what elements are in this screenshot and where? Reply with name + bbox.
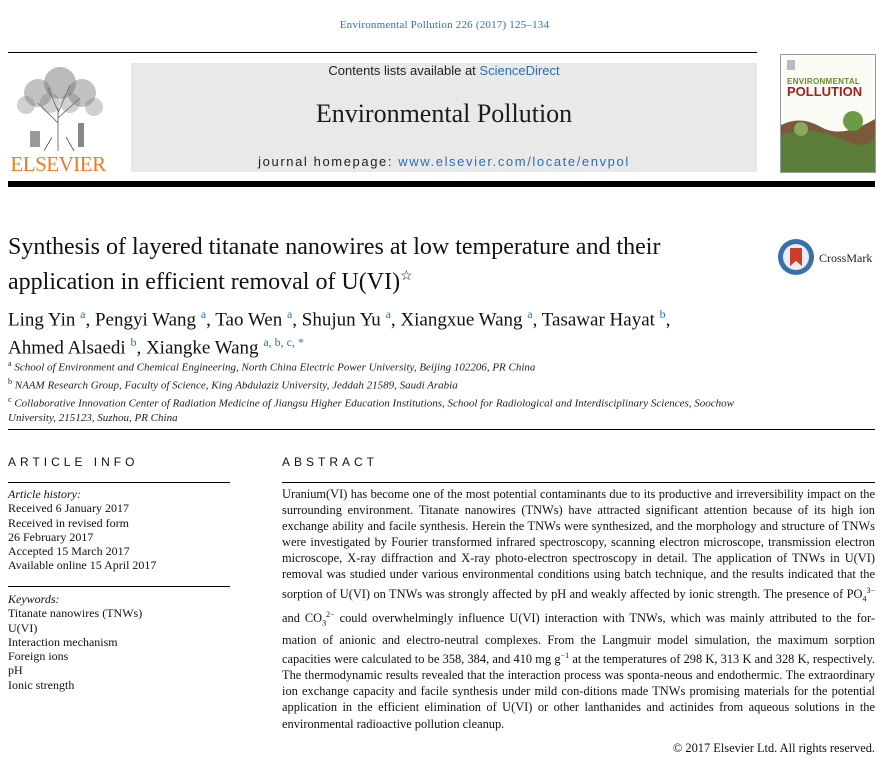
- sciencedirect-link[interactable]: ScienceDirect: [479, 63, 560, 78]
- author-name[interactable]: Xiangxue Wang: [400, 309, 523, 331]
- keyword-item[interactable]: Interaction mechanism: [8, 634, 118, 649]
- affiliation-mark: a: [8, 359, 12, 368]
- author-affil-mark[interactable]: b: [130, 335, 137, 350]
- history-item: Received in revised form: [8, 515, 129, 530]
- article-title: [8, 232, 768, 297]
- abstract-part: could overwhelmingly influence U(VI) interaction with TNWs, which was mainly attributed to the for-mation of anionic and electro-neutral complexes. From the Langmuir model simulation, the maximum sorption capacities were calculated to be 358, 384, and 410 mg g: [282, 611, 875, 667]
- carbonate-charge: 2−: [326, 610, 335, 620]
- unit-exponent: −1: [560, 651, 570, 661]
- contents-prefix: Contents lists available at: [328, 63, 480, 78]
- crossmark-badge[interactable]: [777, 237, 877, 277]
- keyword-item[interactable]: Foreign ions: [8, 649, 69, 664]
- contents-availability: [131, 63, 757, 78]
- keyword-item[interactable]: Ionic strength: [8, 677, 75, 692]
- keyword-item[interactable]: pH: [8, 663, 23, 678]
- phosphate-subscript: 4: [862, 594, 867, 604]
- article-info-heading: ARTICLE INFO: [8, 455, 139, 469]
- affiliation-text: NAAM Research Group, Faculty of Science, King Abdulaziz University, Jeddah 21589, Saudi Arabia: [14, 379, 458, 392]
- abstract-part: and CO: [282, 611, 323, 626]
- affiliation-mark: c: [8, 394, 12, 404]
- article-title-text: Synthesis of layered titanate nanowires at low temperature and their application in efficient removal of U(VI): [8, 234, 661, 295]
- author-affil-mark[interactable]: a, b, c, *: [263, 335, 304, 350]
- author-name[interactable]: Tao Wen: [215, 309, 283, 331]
- author-name[interactable]: Tasawar Hayat: [541, 309, 655, 331]
- keywords-label: Keywords:: [8, 592, 60, 606]
- abstract-part: Uranium(VI) has become one of the most potential contaminants due to its productive and irreversibility impact on the surrounding environment. Titanate nanowires (TNWs) have attracted significant attention because of its high ion exchange ability and facile synthesis. Herein the TNWs were synthesized, and the morphology and structure of TNWs were investigated by Fourier transformed infrared spectroscopy, scanning electron microscope, transmission electron microscope, X-ray diffraction and X-ray photo-electron spectroscopy in detail. The application of TNWs in U(VI) removal was studied under various environmental conditions using batch technique, and the results indicated that the sorption of U(VI) on TNWs was strongly affected by pH and weakly affected by ionic strength. The presence of PO: [282, 487, 875, 601]
- abstract-part: at the temperatures of 298 K, 313 K and 328 K, respectively. The thermodynamic results revealed that the interaction process was sponta-neous and endothermic. The extraordinary ion exchange capacity and facile synthesis under mild con-ditions made TNWs promising materials for the potential application in the efficient elimination of U(VI) or other lanthanides and actinides from aqueous solutions in the environmental radioactive pollution cleanup.: [282, 652, 875, 731]
- author-name[interactable]: Xiangke Wang: [145, 337, 259, 359]
- author-affil-mark[interactable]: a: [200, 307, 207, 321]
- journal-banner: [131, 63, 757, 172]
- journal-cover-thumbnail[interactable]: [780, 54, 876, 173]
- homepage-link[interactable]: www.elsevier.com/locate/envpol: [398, 154, 630, 169]
- carbonate-subscript: 3: [322, 618, 327, 628]
- keyword-item[interactable]: Titanate nanowires (TNWs): [8, 606, 143, 621]
- affiliation-item: [8, 357, 768, 375]
- phosphate-charge: 3−: [866, 585, 875, 595]
- affiliation-text: School of Environment and Chemical Engineering, North China Electric Power University, Beijing 102206, PR China: [14, 361, 536, 374]
- keywords-block: [8, 592, 230, 692]
- history-item: Received 6 January 2017: [8, 501, 129, 516]
- author-affil-mark[interactable]: a: [286, 307, 293, 321]
- history-label: Article history:: [8, 487, 81, 501]
- author-affil-mark[interactable]: a: [80, 307, 86, 321]
- keyword-item[interactable]: U(VI): [8, 620, 38, 635]
- author-affil-mark[interactable]: a: [527, 307, 533, 321]
- journal-homepage: [131, 154, 757, 169]
- cover-title-line1: ENVIRONMENTAL: [787, 77, 861, 86]
- journal-title[interactable]: Environmental Pollution: [315, 99, 573, 128]
- abstract-rule: [282, 482, 875, 483]
- keywords-rule: [8, 586, 230, 587]
- author-affil-mark[interactable]: b: [659, 307, 666, 321]
- history-item: Available online 15 April 2017: [8, 558, 157, 573]
- homepage-prefix: journal homepage:: [258, 154, 399, 169]
- history-item: 26 February 2017: [8, 529, 94, 544]
- history-item: Accepted 15 March 2017: [8, 544, 130, 559]
- author-list: Ling Yin $^a$, Pengyi Wang $^a$, Tao Wen $^a$, Shujun Yu $^a$, Xiangxue Wang $^a$, Tasawar Hayat $^b$, Ahmed Alsaedi $^b$, Xiangke Wang $^{a, b, c, *}$: [8, 307, 671, 359]
- author-name[interactable]: Ahmed Alsaedi: [8, 337, 126, 359]
- header-thick-rule: [8, 181, 875, 187]
- affiliation-item: [8, 393, 768, 425]
- section-divider: [8, 429, 875, 430]
- author-name[interactable]: Shujun Yu: [301, 309, 381, 331]
- affiliation-item: [8, 375, 768, 393]
- title-footnote-star[interactable]: ☆: [400, 269, 413, 284]
- author-name[interactable]: Pengyi Wang: [94, 309, 196, 331]
- affiliation-text: Collaborative Innovation Center of Radiation Medicine of Jiangsu Higher Education Institutions, School for Radiological and Interdisciplinary Sciences, Soochow University, 215123, Suzhou, PR China: [8, 397, 735, 424]
- crossmark-icon: [777, 237, 817, 277]
- elsevier-wordmark[interactable]: ELSEVIER: [10, 152, 106, 176]
- crossmark-label: CrossMark: [819, 251, 873, 265]
- article-info-rule: [8, 482, 230, 483]
- journal-citation[interactable]: Environmental Pollution 226 (2017) 125–134: [339, 19, 550, 31]
- header-top-rule: [8, 52, 757, 53]
- abstract-heading: ABSTRACT: [282, 455, 379, 469]
- copyright-notice: © 2017 Elsevier Ltd. All rights reserved.: [672, 741, 875, 755]
- cover-title-line2: POLLUTION: [787, 84, 863, 99]
- author-name[interactable]: Ling Yin: [8, 309, 76, 331]
- author-affil-mark[interactable]: a: [385, 307, 391, 321]
- affiliation-list: [8, 357, 768, 425]
- abstract-text: [282, 486, 875, 732]
- affiliation-mark: b: [8, 376, 12, 386]
- article-history: [8, 487, 230, 573]
